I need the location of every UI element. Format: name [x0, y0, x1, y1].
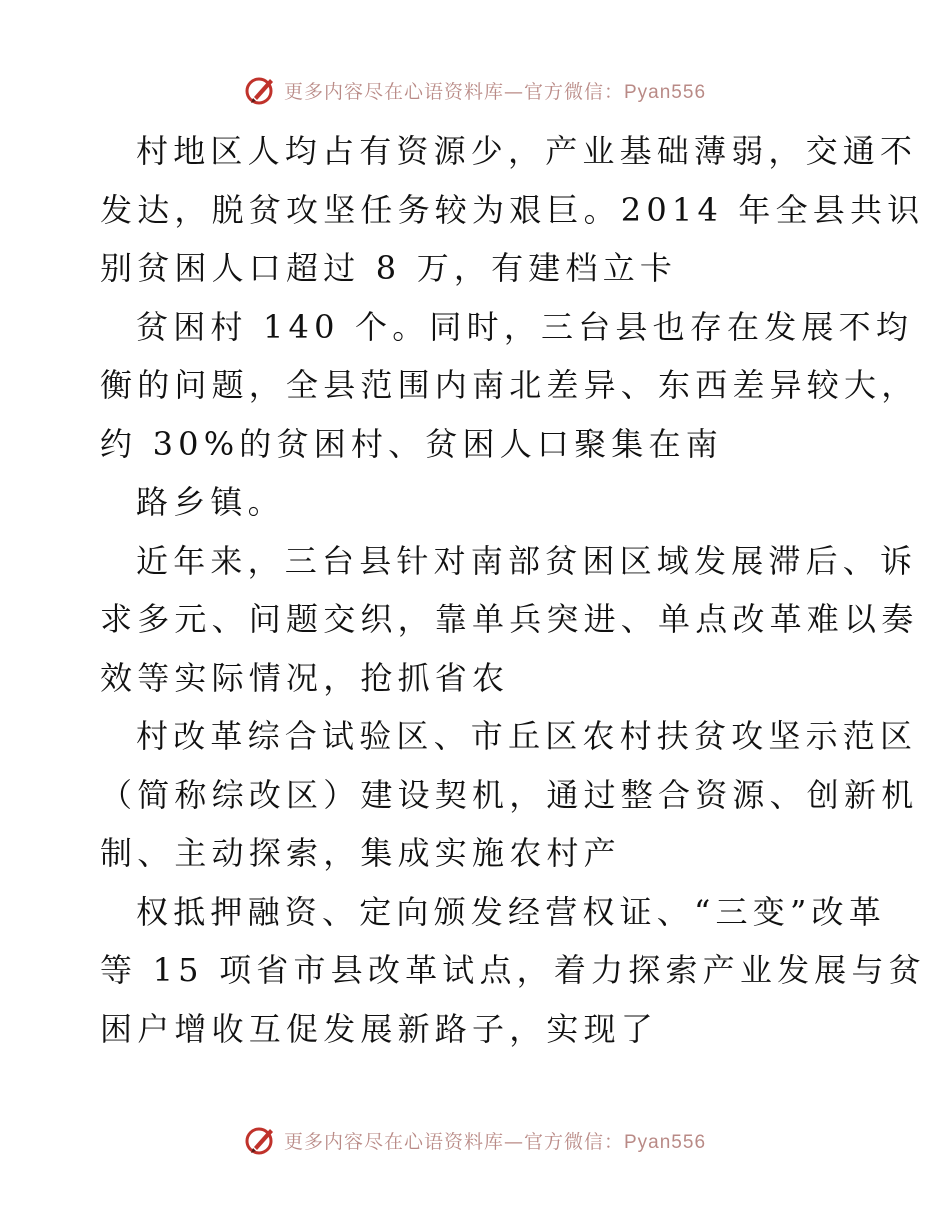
paragraph-2 — [100, 298, 919, 474]
text-line: 近年来，三台县针对南部贫困区域发展滞后、诉 — [136, 541, 918, 580]
text-line: （简称综改区）建设契机，通过整合资源、创新机 — [100, 775, 919, 814]
document-body — [100, 122, 926, 1058]
paragraph-1 — [100, 122, 925, 298]
quill-pen-logo-icon — [244, 1123, 278, 1157]
quill-pen-logo-icon — [244, 73, 278, 107]
text-line: 路乡镇。 — [136, 483, 285, 521]
paragraph-6 — [100, 883, 926, 1059]
text-line: 衡的问题，全县范围内南北差异、东西差异较大， — [100, 366, 919, 404]
text-line: 别贫困人口超过 8 万，有建档立卡 — [100, 249, 678, 287]
text-line: 制、主动探索，集成实施农村产 — [100, 834, 621, 872]
text-line: 约 30%的贫困村、贫困人口聚集在南 — [100, 424, 723, 463]
wechat-id: Pyan556 — [624, 1131, 707, 1153]
text-line: 权抵押融资、定向颁发经营权证、“三变”改革 — [136, 892, 886, 931]
footer-watermark — [0, 1120, 950, 1160]
text-line: 效等实际情况，抢抓省农 — [100, 658, 510, 697]
text-line: 等 15 项省市县改革试点，着力探索产业发展与贫 — [100, 951, 926, 989]
watermark-text: 更多内容尽在心语资料库—官方微信：Pyan556 — [283, 80, 707, 103]
wechat-id: Pyan556 — [624, 81, 707, 103]
watermark-text: 更多内容尽在心语资料库—官方微信：Pyan556 — [283, 1130, 707, 1153]
text-line: 贫困村 140 个。同时，三台县也存在发展不均 — [136, 307, 914, 346]
text-line: 困户增收互促发展新路子，实现了 — [100, 1009, 659, 1048]
text-line: 村地区人均占有资源少，产业基础薄弱，交通不 — [136, 132, 918, 170]
paragraph-5 — [100, 707, 919, 883]
header-watermark — [0, 70, 950, 110]
text-line: 发达，脱贫攻坚任务较为艰巨。2014 年全县共识 — [100, 190, 925, 229]
paragraph-3 — [100, 473, 860, 532]
text-line: 求多元、问题交织，靠单兵突进、单点改革难以奏 — [100, 600, 919, 638]
text-line: 村改革综合试验区、市丘区农村扶贫攻坚示范区 — [136, 717, 918, 755]
paragraph-4 — [100, 532, 919, 708]
